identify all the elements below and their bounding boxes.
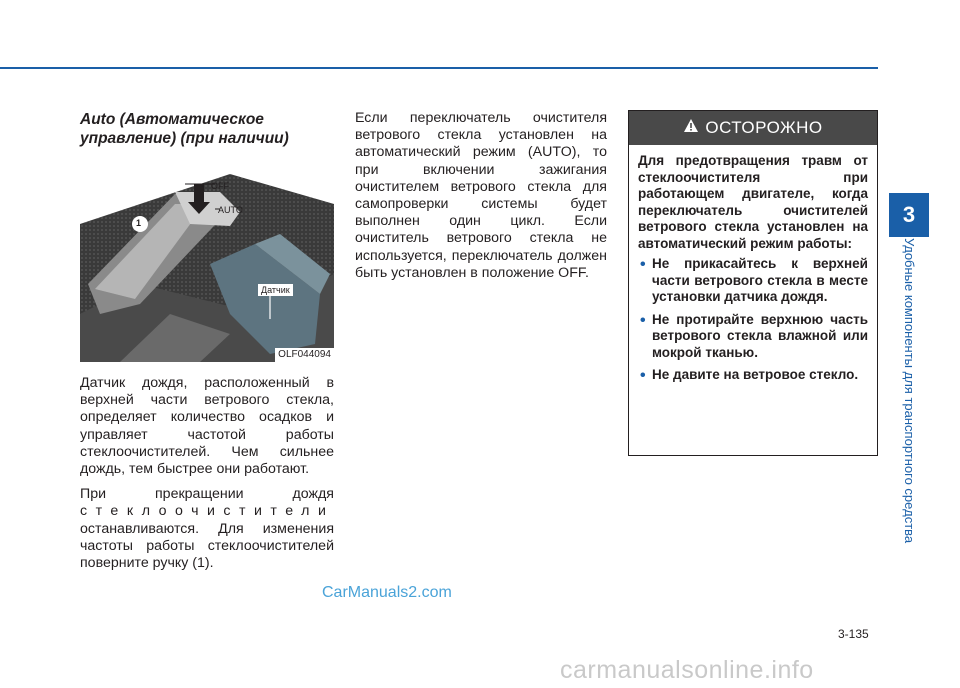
chapter-title: Удобные компоненты для транспортного средства — [902, 238, 917, 544]
wiper-illustration — [80, 164, 334, 362]
page-number: 3-135 — [838, 627, 869, 641]
bullet-icon: • — [640, 367, 646, 384]
wiper-stalk-figure — [80, 164, 334, 362]
watermark-bottom: carmanualsonline.info — [560, 656, 814, 684]
figure-code: OLF044094 — [275, 348, 334, 362]
warning-item — [638, 312, 868, 362]
paragraph-stop-rest: останавливаются. Для изменения частоты работы стеклоочистителей поверните ручку (1). — [80, 520, 334, 572]
chapter-tab: 3 — [889, 193, 929, 237]
paragraph-sensor: Датчик дождя, расположенный в верхней части ветрового стекла, определяет количество осадков и управляет частотой работы стеклоочистителей. Чем сильнее дождь, тем быстрее они работают. — [80, 375, 334, 478]
bullet-icon: • — [640, 256, 646, 273]
middle-column — [355, 110, 607, 290]
warning-triangle-icon — [683, 118, 699, 138]
label-sensor: Датчик — [258, 284, 293, 296]
paragraph-stop-line1: При прекращении дождя — [80, 486, 334, 503]
warning-item-text: Не прикасайтесь к верхней части ветрового стекла в месте установки датчика дождя. — [652, 256, 868, 304]
warning-title: ОСТОРОЖНО — [705, 118, 823, 137]
watermark-site[interactable]: CarManuals2.com — [322, 584, 452, 601]
warning-item — [638, 367, 868, 384]
warning-item-text: Не протирайте верхнюю часть ветрового стекла влажной или мокрой тканью. — [652, 311, 868, 360]
warning-box — [628, 110, 878, 456]
warning-header — [629, 111, 877, 145]
paragraph-auto-mode: Если переключатель очистителя ветрового стекла установлен на автоматический режим (AUTO), то при включении зажигания очистителем ветрового стекла для самопроверки системы будет выполнен один цикл. Если очиститель ветрового стекла не используется, переключатель должен быть установлен в положение OFF. — [355, 110, 607, 281]
top-rule — [0, 67, 878, 69]
warning-intro: Для предотвращения травм от стеклоочистителя при работающем двигателе, когда переключатель очистителей ветрового стекла установлен на автоматический режим работы: — [638, 153, 868, 251]
section-title: Auto (Автоматическое управление) (при наличии) — [80, 111, 289, 147]
warning-item — [638, 256, 868, 306]
label-auto: AUTO — [218, 205, 243, 215]
warning-item-text: Не давите на ветровое стекло. — [652, 367, 859, 382]
label-off: OFF — [211, 181, 229, 191]
paragraph-stop-line2: стеклоочистители — [80, 503, 335, 520]
marker-1: 1 — [136, 218, 142, 228]
bullet-icon: • — [640, 311, 646, 329]
left-column — [80, 110, 334, 580]
